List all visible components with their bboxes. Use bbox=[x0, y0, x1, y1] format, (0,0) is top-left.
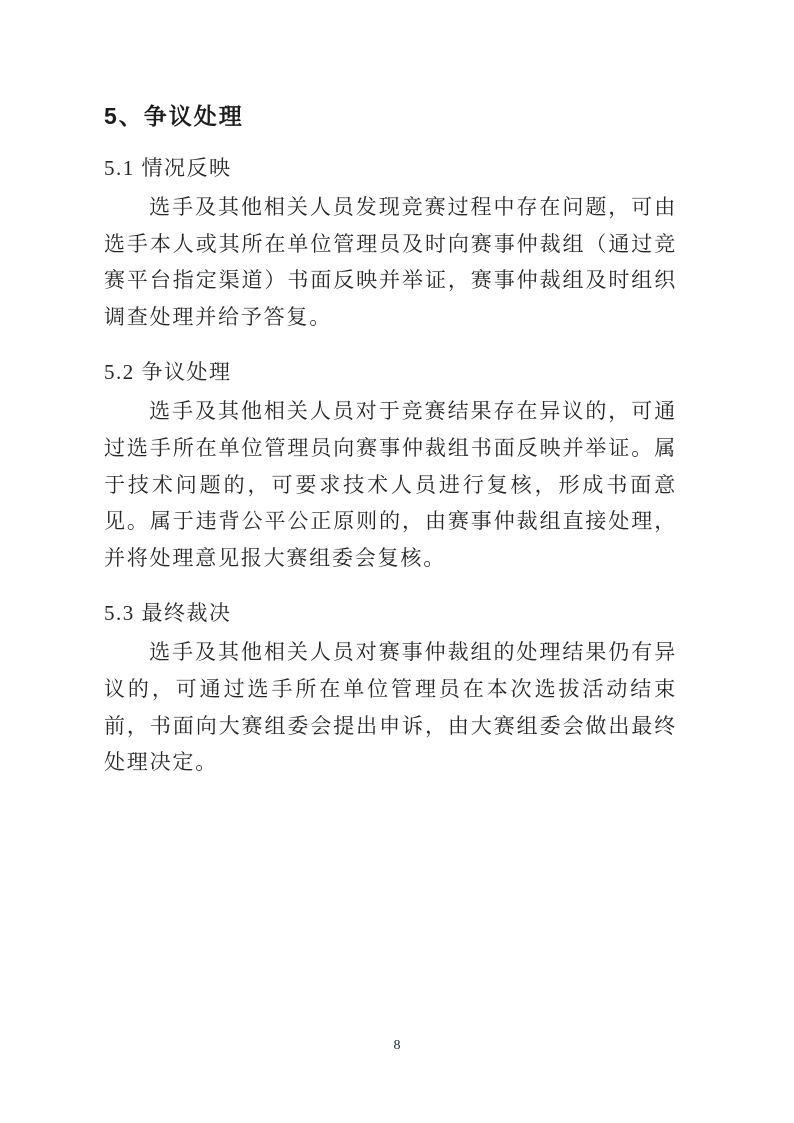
section-paragraph-5-3: 选手及其他相关人员对赛事仲裁组的处理结果仍有异议的，可通过选手所在单位管理员在本次选拔活动结束前，书面向大赛组委会提出申诉，由大赛组委会做出最终处理决定。 bbox=[104, 640, 677, 775]
section-paragraph-5-2: 选手及其他相关人员对于竞赛结果存在异议的，可通过选手所在单位管理员向赛事仲裁组书面反映并举证。属于技术问题的，可要求技术人员进行复核，形成书面意见。属于违背公平公正原则的，由赛事仲裁组直接处理，并将处理意见报大赛组委会复核。 bbox=[104, 399, 677, 570]
section-dispute-handling bbox=[104, 357, 677, 576]
section-situation-report bbox=[104, 153, 677, 335]
page-title: 5、争议处理 bbox=[104, 103, 244, 129]
section-heading-5-1: 5.1 情况反映 bbox=[104, 156, 232, 180]
document-content bbox=[104, 101, 677, 781]
section-final-ruling bbox=[104, 598, 677, 780]
section-paragraph-5-1: 选手及其他相关人员发现竞赛过程中存在问题，可由选手本人或其所在单位管理员及时向赛事仲裁组（通过竞赛平台指定渠道）书面反映并举证，赛事仲裁组及时组织调查处理并给予答复。 bbox=[104, 195, 677, 329]
page-number: 8 bbox=[393, 1038, 401, 1053]
section-heading-5-3: 5.3 最终裁决 bbox=[104, 601, 232, 626]
section-heading-5-2: 5.2 争议处理 bbox=[104, 360, 232, 385]
